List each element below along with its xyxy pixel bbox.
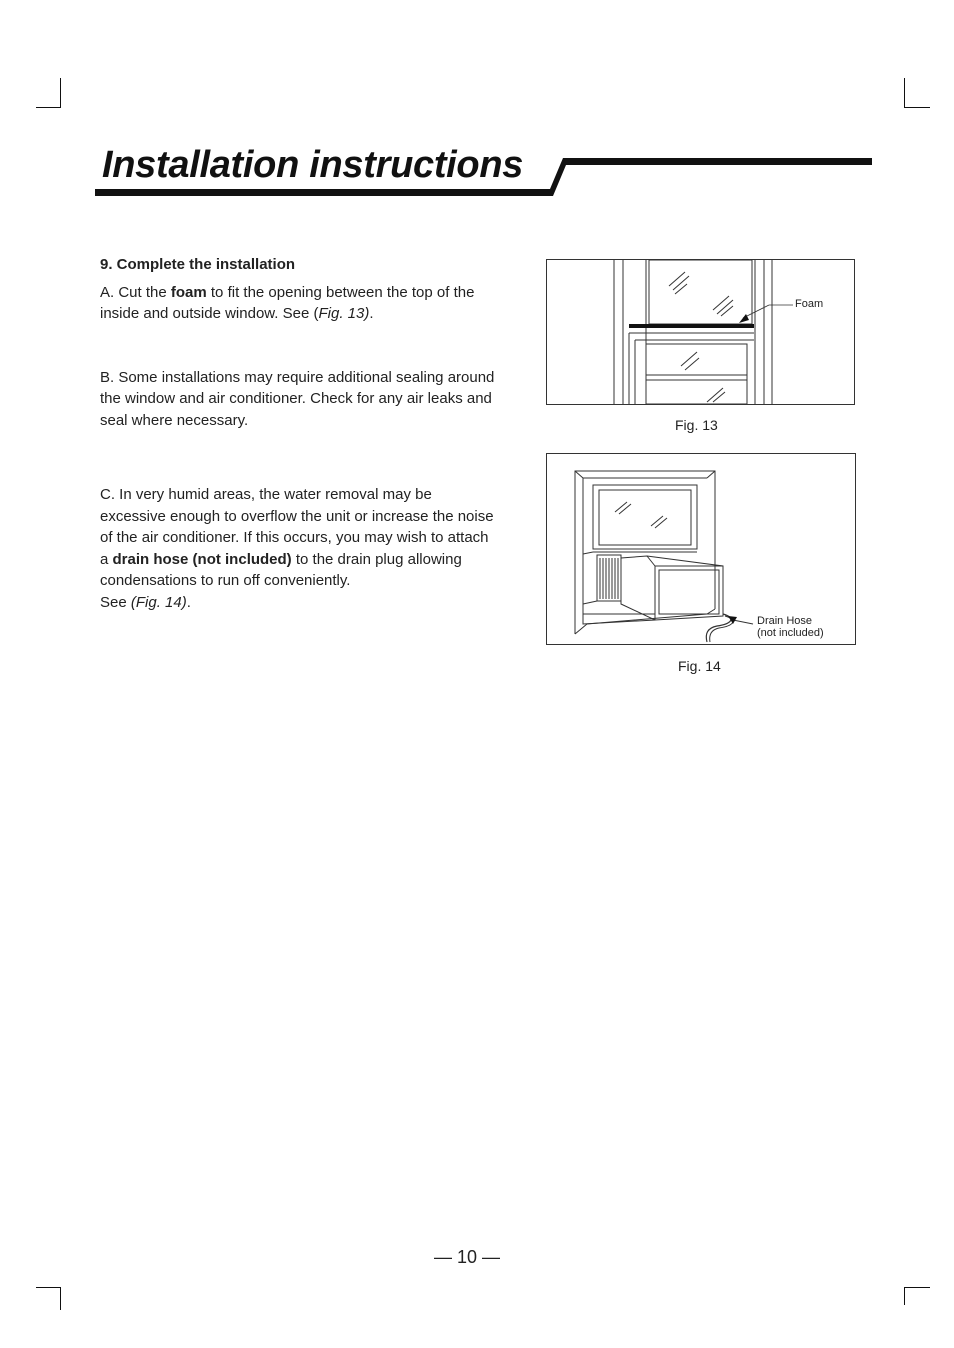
step-heading: 9. Complete the installation [100,256,296,273]
figure-14 [546,453,856,645]
figure-13 [546,259,855,405]
figure-13-caption: Fig. 13 [675,417,718,433]
figure-14-caption: Fig. 14 [678,658,721,674]
instruction-text [100,254,500,613]
paragraph-c: C. In very humid areas, the water removal may be excessive enough to overflow the unit or increase the noise of the air conditioner. If this occurs, you may wish to attach a drain hose (not included) to the drain plug allowing condensations to run off conveniently. See (Fig. 14). [100,486,494,611]
page-title: Installation instructions [102,144,524,186]
window-foam-illustration [547,260,854,404]
drain-hose-label: Drain Hose (not included) [757,615,824,639]
page-number: — 10 — [434,1247,501,1267]
paragraph-a: A. Cut the foam to fit the opening between the top of the inside and outside window. See (Fig. 13). [100,283,475,322]
paragraph-b: B. Some installations may require additional sealing around the window and air conditioner. Check for any air leaks and seal where necessary. [100,368,495,429]
foam-label: Foam [795,298,824,310]
